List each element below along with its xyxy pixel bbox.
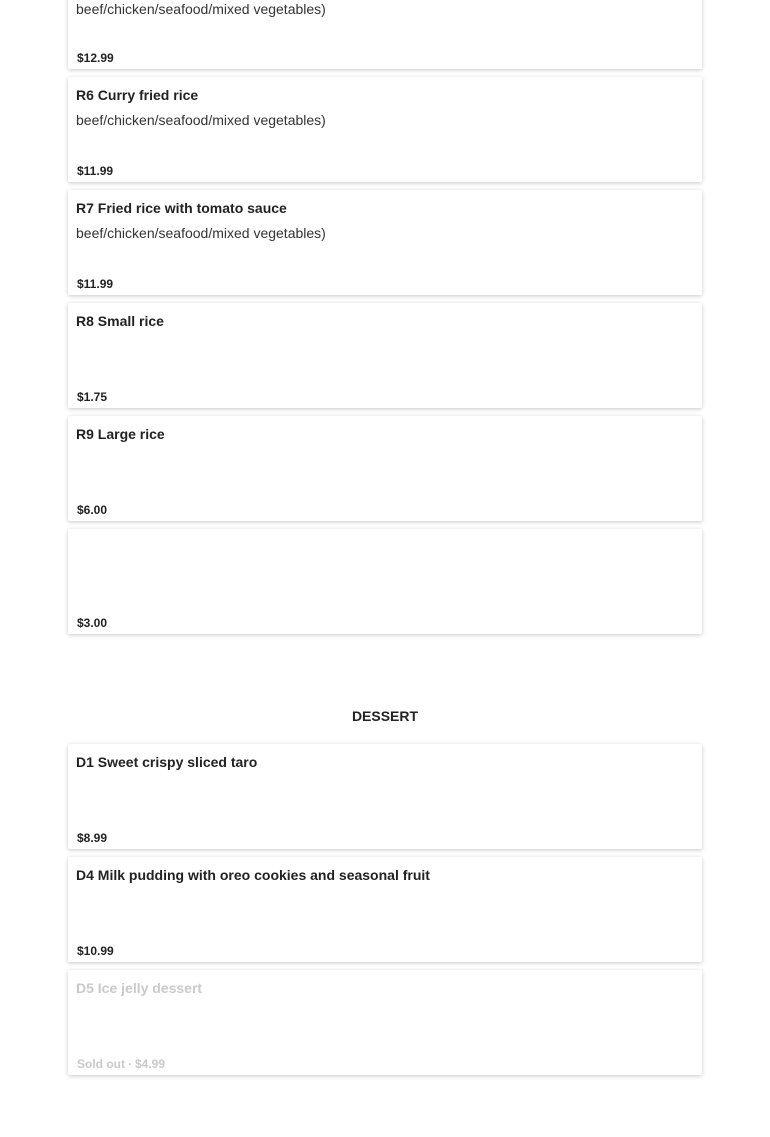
menu-item-name: R9 Large rice <box>76 426 165 442</box>
menu-item-card-sold-out <box>68 970 702 1075</box>
menu-item-name: R8 Small rice <box>76 313 164 329</box>
menu-item-price: $6.00 <box>77 503 108 517</box>
menu-item-price: $11.99 <box>77 164 114 178</box>
menu-item-price: $10.99 <box>77 944 114 958</box>
menu-item-name: R7 Fried rice with tomato sauce <box>76 200 287 216</box>
menu-item-description: beef/chicken/seafood/mixed vegetables) <box>76 1 326 17</box>
menu-item-name: D5 Ice jelly dessert <box>76 980 203 996</box>
menu-item-price: $1.75 <box>77 390 108 404</box>
menu-item-description: beef/chicken/seafood/mixed vegetables) <box>76 112 326 128</box>
menu-item-price: $8.99 <box>77 831 108 845</box>
menu-item-card[interactable] <box>68 303 702 408</box>
menu-item-card[interactable] <box>68 416 702 521</box>
menu-item-price-line <box>77 1057 165 1071</box>
menu-item-name: R6 Curry fried rice <box>76 87 199 103</box>
separator-dot: · <box>128 1057 132 1071</box>
sold-out-label: Sold out <box>77 1057 125 1071</box>
menu-item-name: D1 Sweet crispy sliced taro <box>76 754 258 770</box>
menu-item-card[interactable] <box>68 0 702 69</box>
section-title-dessert: DESSERT <box>351 708 419 724</box>
menu-item-card[interactable] <box>68 857 702 962</box>
menu-item-card[interactable] <box>68 190 702 295</box>
menu-item-card[interactable] <box>68 529 702 634</box>
menu-item-price: $4.99 <box>135 1057 166 1071</box>
menu-item-card[interactable] <box>68 77 702 182</box>
menu-item-price: $3.00 <box>77 616 108 630</box>
menu-item-description: beef/chicken/seafood/mixed vegetables) <box>76 225 326 241</box>
menu-item-name: D4 Milk pudding with oreo cookies and seasonal fruit <box>76 867 430 883</box>
menu-item-price: $11.99 <box>77 277 114 291</box>
menu-item-card[interactable] <box>68 744 702 849</box>
menu-item-price: $12.99 <box>77 51 114 65</box>
